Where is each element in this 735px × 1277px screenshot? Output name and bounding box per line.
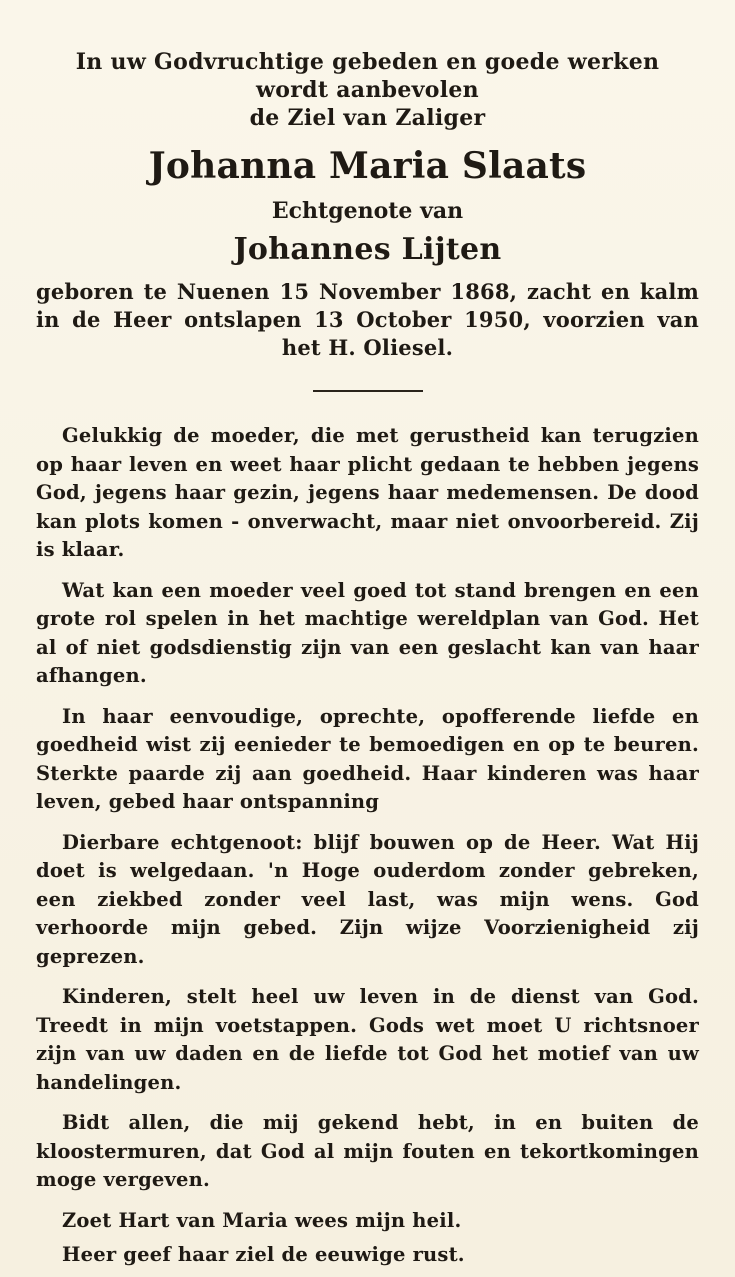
intro-line-3: de Ziel van Zaliger	[249, 105, 486, 131]
closing-prayer-2: Heer geef haar ziel de eeuwige rust.	[62, 1243, 465, 1266]
paragraph: Bidt allen, die mij gekend hebt, in en buiten de kloostermuren, dat God al mijn fouten en tekortkomingen moge vergeven.	[36, 1111, 699, 1191]
deceased-name: Johanna Maria Slaats	[148, 145, 587, 187]
paragraph: Kinderen, stelt heel uw leven in de dienst van God. Treedt in mijn voetstappen. Gods wet moet U richtsnoer zijn van uw daden en de liefde tot God het motief van uw handelingen.	[36, 985, 699, 1094]
spouse-name: Johannes Lijten	[233, 232, 502, 267]
spouse-label: Echtgenote van	[271, 198, 464, 224]
paragraph: Dierbare echtgenoot: blijf bouwen op de Heer. Wat Hij doet is welgedaan. 'n Hoge ouderdom zonder gebreken, een ziekbed zonder veel last, was mijn wens. God verhoorde mijn gebed. Zijn wijze Voorzienigheid zij geprezen.	[36, 830, 699, 968]
closing-prayer-1: Zoet Hart van Maria wees mijn heil.	[62, 1208, 462, 1232]
birth-death-text: geboren te Nuenen 15 November 1868, zacht en kalm in de Heer ontslapen 13 October 1950, voorzien van het H. Oliesel.	[36, 279, 699, 360]
paragraph: Wat kan een moeder veel goed tot stand brengen en een grote rol spelen in het machtige wereldplan van God. Het al of niet godsdienstig zijn van een geslacht kan van haar afhangen.	[36, 578, 699, 687]
paragraph: Gelukkig de moeder, die met gerustheid kan terugzien op haar leven en weet haar plicht gedaan te hebben jegens God, jegens haar gezin, jegens haar medemensen. De dood kan plots komen - onverwacht, maar niet onvoorbereid. Zij is klaar.	[36, 424, 699, 561]
paragraph: In haar eenvoudige, oprechte, opofferende liefde en goedheid wist zij eenieder te bemoedigen en op te beuren. Sterkte paarde zij aan goedheid. Haar kinderen was haar leven, gebed haar ontspanning	[36, 704, 699, 813]
intro-line-1: In uw Godvruchtige gebeden en goede werken	[75, 49, 660, 75]
intro-line-2: wordt aanbevolen	[256, 77, 479, 103]
divider	[313, 390, 423, 392]
